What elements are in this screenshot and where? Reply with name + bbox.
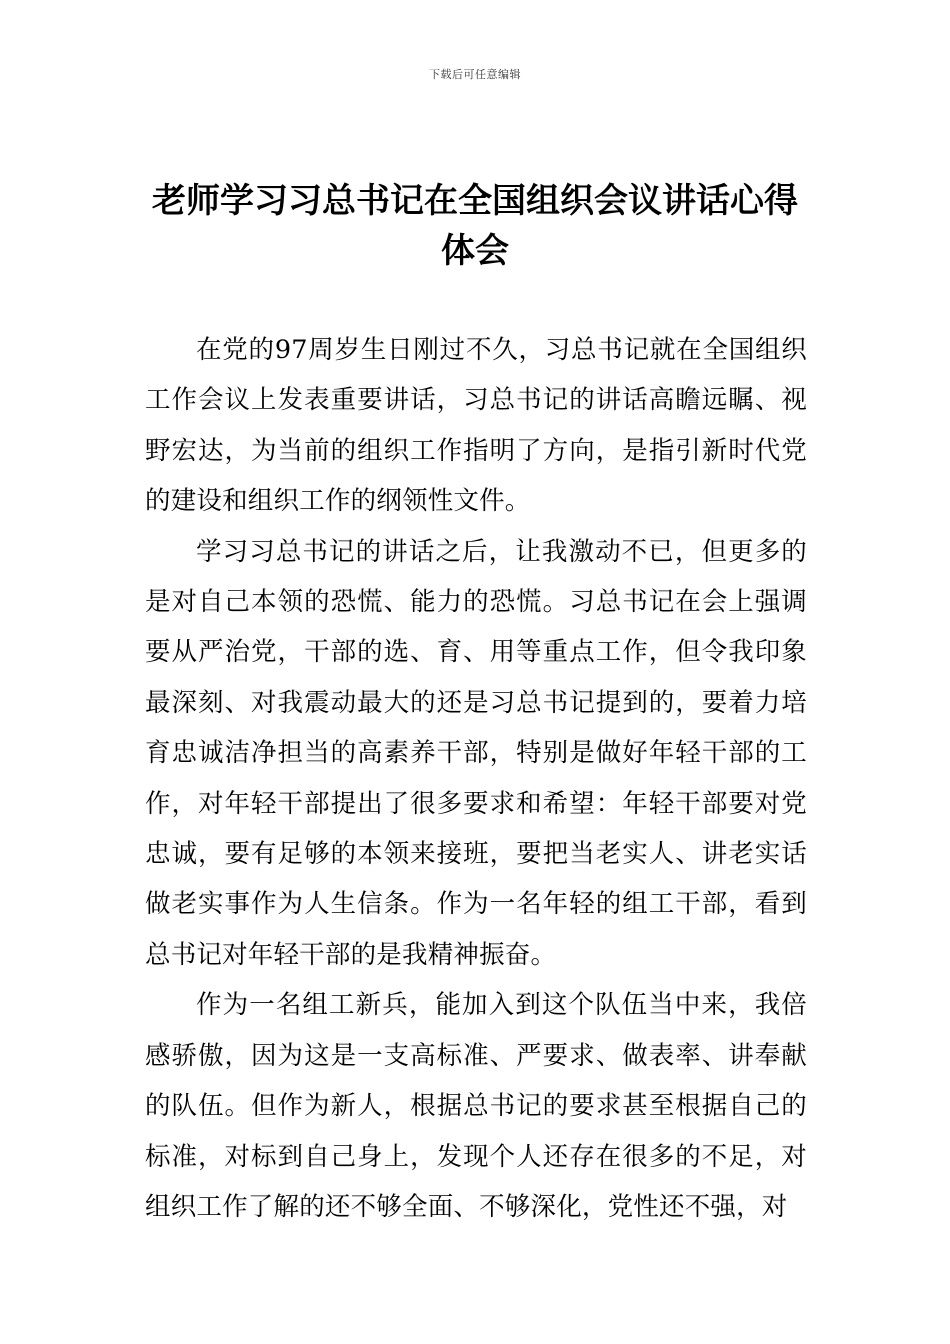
paragraph-3: 作为一名组工新兵，能加入到这个队伍当中来，我倍感骄傲，因为这是一支高标准、严要求、做表率、讲奉献的队伍。但作为新人，根据总书记的要求甚至根据自己的标准，对标到自己身上，发现个人还存在很多的不足，对组织工作了解的还不够全面、不够深化，党性还不强，对: [145, 990, 807, 1222]
header-note: 下载后可任意编辑: [429, 68, 521, 81]
paragraph-2: 学习习总书记的讲话之后，让我激动不已，但更多的是对自己本领的恐慌、能力的恐慌。习总书记在会上强调要从严治党，干部的选、育、用等重点工作，但令我印象最深刻、对我震动最大的还是习总书记提到的，要着力培育忠诚洁净担当的高素养干部，特别是做好年轻干部的工作，对年轻干部提出了很多要求和希望：年轻干部要对党忠诚，要有足够的本领来接班，要把当老实人、讲老实话做老实事作为人生信条。作为一名年轻的组工干部，看到总书记对年轻干部的是我精神振奋。: [145, 536, 807, 970]
document-title: 老师学习习总书记在全国组织会议讲话心得体会: [152, 181, 798, 271]
paragraph-1: 在党的97周岁生日刚过不久，习总书记就在全国组织工作会议上发表重要讲话，习总书记的讲话高瞻远瞩、视野宏达，为当前的组织工作指明了方向，是指引新时代党的建设和组织工作的纲领性文件。: [145, 335, 807, 517]
document-body: [145, 325, 807, 1232]
